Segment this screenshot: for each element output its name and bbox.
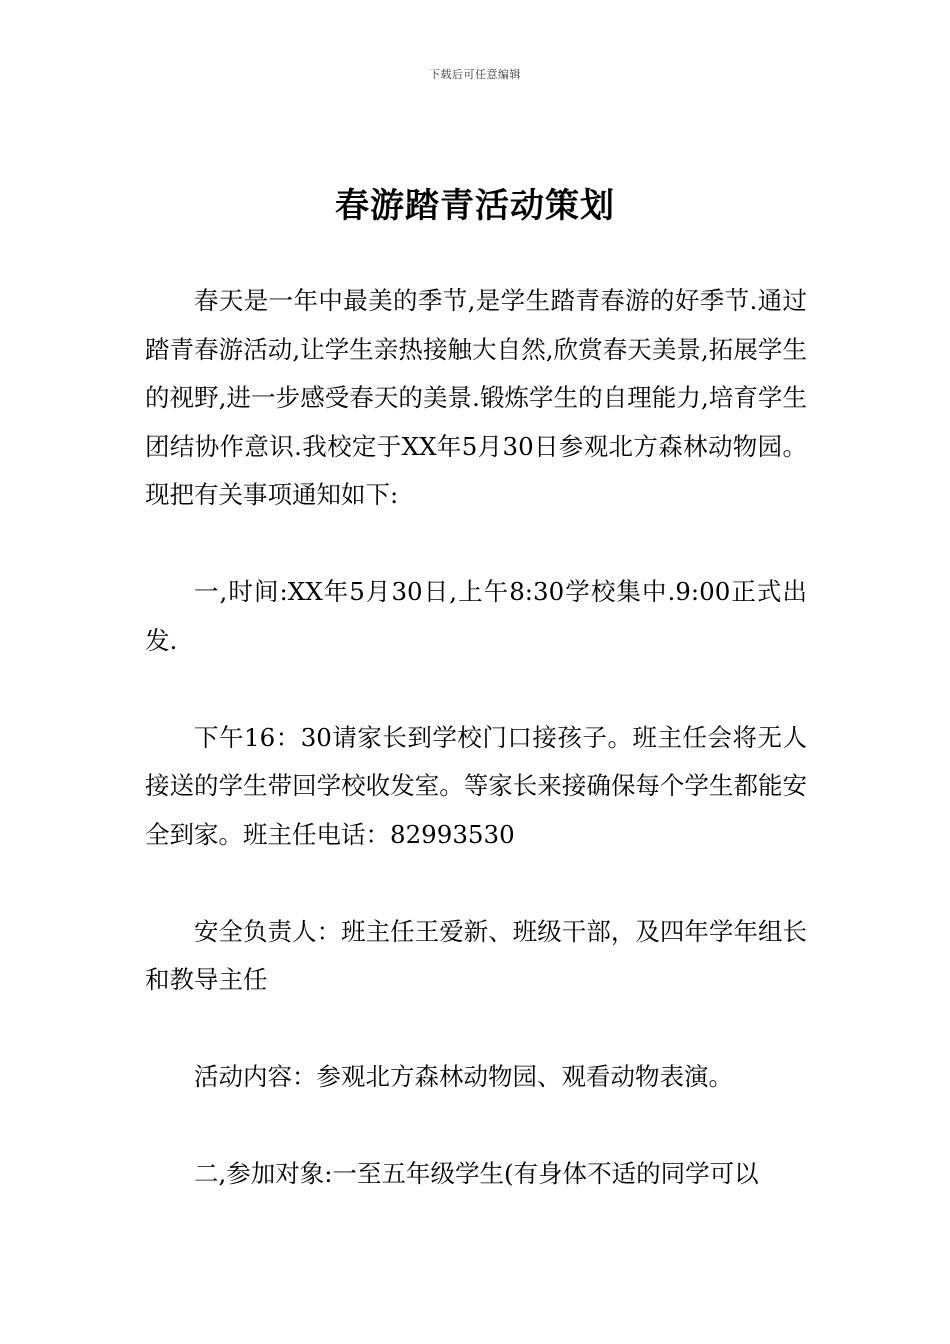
paragraph-time: 一,时间:XX年5月30日,上午8:30学校集中.9:00正式出发.: [145, 577, 807, 655]
paragraph-pickup: 下午16：30请家长到学校门口接孩子。班主任会将无人接送的学生带回学校收发室。等家长来接确保每个学生都能安全到家。班主任电话：82993530: [145, 722, 807, 849]
paragraph-content: 活动内容：参观北方森林动物园、观看动物表演。: [194, 1062, 733, 1091]
paragraph-spacer: [145, 665, 807, 714]
paragraph-safety: 安全负责人：班主任王爱新、班级干部，及四年学年组长和教导主任: [145, 916, 807, 994]
paragraph-spacer: [145, 859, 807, 908]
paragraph-spacer: [145, 520, 807, 569]
paragraph-spacer: [145, 1102, 807, 1151]
page-header-note: 下载后可任意编辑: [429, 68, 521, 81]
paragraph-participants: 二,参加对象:一至五年级学生(有身体不适的同学可以: [194, 1159, 759, 1188]
document-body: [145, 277, 807, 1199]
paragraph-intro: 春天是一年中最美的季节,是学生踏青春游的好季节.通过踏青春游活动,让学生亲热接触大自然,欣赏春天美景,拓展学生的视野,进一步感受春天的美景.锻炼学生的自理能力,培育学生团结协作意识.我校定于XX年5月30日参观北方森林动物园。现把有关事项通知如下:: [145, 286, 807, 509]
paragraph-spacer: [145, 1005, 807, 1054]
document-title: 春游踏青活动策划: [335, 186, 615, 226]
